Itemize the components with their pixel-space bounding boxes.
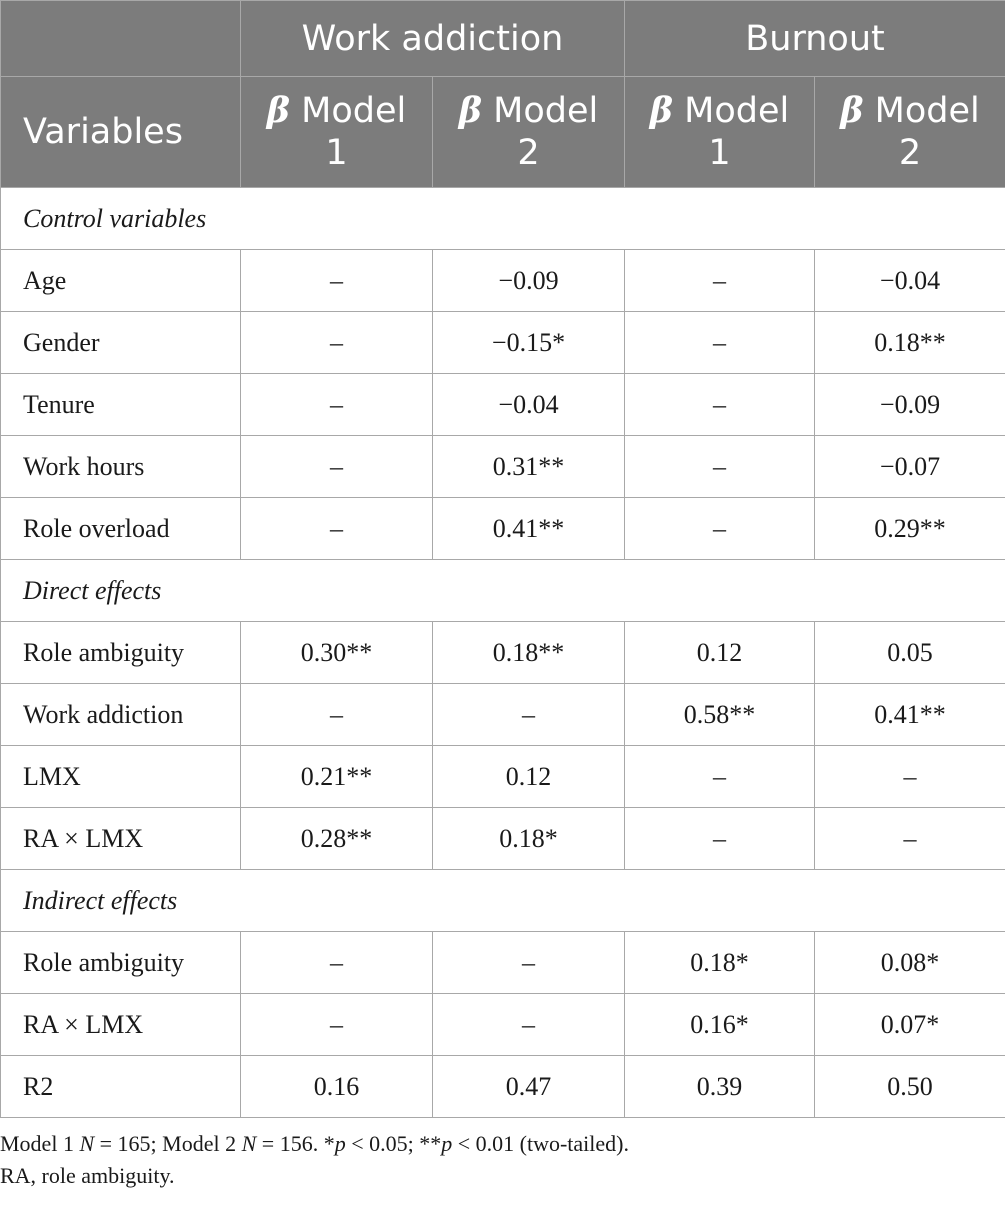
table-cell: −0.07 [815,436,1005,498]
table-cell: 0.41** [815,684,1005,746]
table-cell: 0.30** [241,622,433,684]
table-cell: – [433,994,625,1056]
row-label: RA × LMX [1,994,241,1056]
table-header [1,1,1005,188]
beta-symbol: β [649,90,673,131]
table-row [1,374,1005,436]
table-cell: 0.07* [815,994,1005,1056]
note-symbol: N [241,1131,257,1156]
model-number: 2 [898,133,922,173]
table-body [1,188,1005,1118]
row-label: Tenure [1,374,241,436]
table-row [1,498,1005,560]
table-cell: 0.21** [241,746,433,808]
table-cell: 0.18** [433,622,625,684]
table-cell: 0.41** [433,498,625,560]
table-row [1,932,1005,994]
table-cell: 0.08* [815,932,1005,994]
table-cell: 0.58** [625,684,815,746]
note-text: = 156. * [256,1131,335,1156]
table-cell: – [625,746,815,808]
model-label: Model [684,91,790,131]
table-cell: – [241,374,433,436]
row-label: R2 [1,1056,241,1118]
header-burnout: Burnout [625,1,1005,77]
section-title: Direct effects [1,560,1005,622]
beta-symbol: β [840,90,864,131]
note-symbol: N [79,1131,95,1156]
section-row-indirect [1,870,1005,932]
model-number: 1 [325,133,348,173]
header-model-row [1,77,1005,188]
table-cell: 0.16* [625,994,815,1056]
note-symbol: p [441,1131,453,1156]
beta-symbol: β [458,90,482,131]
model-number: 1 [708,133,731,173]
table-cell: – [241,932,433,994]
model-label: Model [493,91,599,131]
header-wa-model-1 [241,77,433,188]
note-text: Model 1 [0,1131,80,1156]
row-label: LMX [1,746,241,808]
table-cell: – [433,932,625,994]
note-text: < 0.01 (two-tailed). [452,1131,630,1156]
table-cell: −0.04 [815,250,1005,312]
table-row [1,622,1005,684]
note-line-2: RA, role ambiguity. [0,1163,175,1188]
table-cell: – [625,312,815,374]
note-symbol: p [334,1131,346,1156]
table-cell: 0.39 [625,1056,815,1118]
row-label: RA × LMX [1,808,241,870]
header-work-addiction: Work addiction [241,1,625,77]
table-notes [0,1128,1005,1192]
table-cell: 0.47 [433,1056,625,1118]
table-cell: – [241,498,433,560]
section-row-direct [1,560,1005,622]
note-line-1 [0,1128,1005,1160]
row-label: Age [1,250,241,312]
row-label: Gender [1,312,241,374]
table-cell: – [815,808,1005,870]
model-label: Model [301,91,407,131]
section-title: Control variables [1,188,1005,250]
table-cell: 0.28** [241,808,433,870]
header-bo-model-2 [815,77,1005,188]
row-label: Role overload [1,498,241,560]
table-row [1,436,1005,498]
table-cell: 0.12 [625,622,815,684]
header-empty-cell [1,1,241,77]
table-cell: – [241,250,433,312]
note-text: = 165; Model 2 [94,1131,242,1156]
table-cell: −0.09 [815,374,1005,436]
table-cell: −0.04 [433,374,625,436]
table-cell: – [241,436,433,498]
table-cell: 0.18* [433,808,625,870]
table-cell: – [241,684,433,746]
row-label: Work hours [1,436,241,498]
table-cell: – [625,436,815,498]
table-cell: 0.12 [433,746,625,808]
table-cell: – [625,250,815,312]
table-row [1,994,1005,1056]
table-cell: −0.09 [433,250,625,312]
table-cell: 0.29** [815,498,1005,560]
table-row [1,808,1005,870]
table-cell: – [241,312,433,374]
row-label: Work addiction [1,684,241,746]
table-cell: 0.05 [815,622,1005,684]
table-cell: −0.15* [433,312,625,374]
table-row [1,1056,1005,1118]
model-number: 2 [517,133,540,173]
table-cell: 0.31** [433,436,625,498]
header-wa-model-2 [433,77,625,188]
row-label: Role ambiguity [1,932,241,994]
table-cell: – [815,746,1005,808]
table-row [1,312,1005,374]
header-bo-model-1 [625,77,815,188]
table-cell: – [625,808,815,870]
table-cell: 0.18* [625,932,815,994]
section-title: Indirect effects [1,870,1005,932]
table-cell: – [241,994,433,1056]
table-row [1,684,1005,746]
section-row-control [1,188,1005,250]
table-row [1,746,1005,808]
model-label: Model [874,91,980,131]
table-cell: – [433,684,625,746]
table-cell: 0.18** [815,312,1005,374]
note-text: < 0.05; ** [345,1131,442,1156]
header-variables: Variables [1,77,241,188]
table-cell: 0.16 [241,1056,433,1118]
table-cell: – [625,374,815,436]
table-cell: – [625,498,815,560]
beta-symbol: β [266,90,290,131]
header-group-row [1,1,1005,77]
table-cell: 0.50 [815,1056,1005,1118]
table-row [1,250,1005,312]
row-label: Role ambiguity [1,622,241,684]
